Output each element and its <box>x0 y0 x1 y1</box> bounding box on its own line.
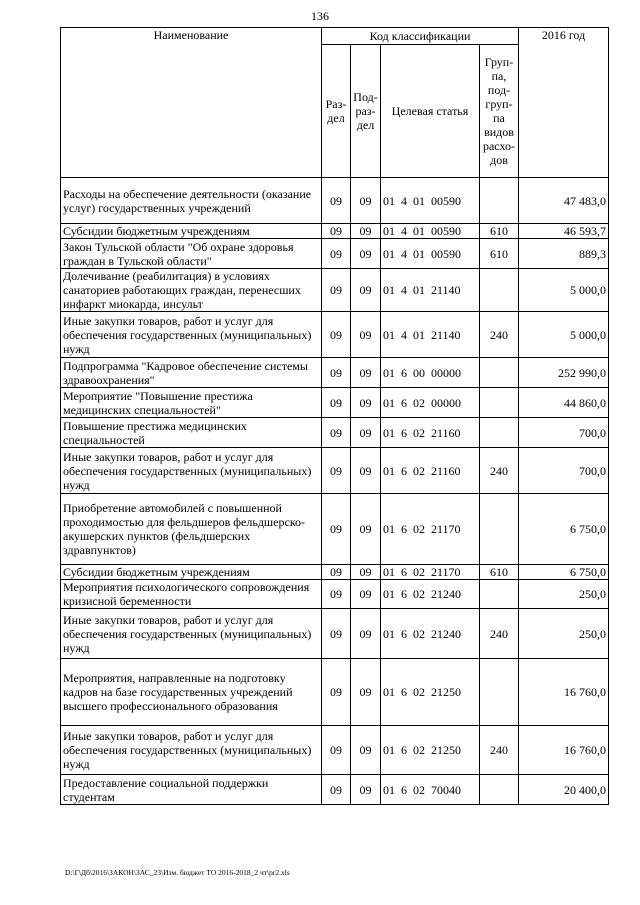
row-name: Приобретение автомобилей с повышенной проходимостью для фельдшеров фельдшерско-акушерских пунктов (фельдшерских здравпунктов) <box>61 494 322 565</box>
table-row <box>61 312 609 358</box>
row-target-article: 01 6 02 00000 <box>381 388 480 418</box>
row-expense-group <box>480 358 519 388</box>
row-subsection: 09 <box>351 448 381 494</box>
row-section: 09 <box>322 580 351 609</box>
row-subsection: 09 <box>351 775 381 805</box>
row-amount: 250,0 <box>519 609 609 659</box>
table-row <box>61 494 609 565</box>
row-expense-group: 240 <box>480 609 519 659</box>
row-expense-group: 240 <box>480 312 519 358</box>
row-amount: 16 760,0 <box>519 659 609 726</box>
row-subsection: 09 <box>351 565 381 580</box>
row-section: 09 <box>322 418 351 448</box>
row-name: Иные закупки товаров, работ и услуг для обеспечения государственных (муниципальных) нужд <box>61 726 322 775</box>
table-row <box>61 448 609 494</box>
table-row <box>61 726 609 775</box>
row-target-article: 01 4 01 00590 <box>381 178 480 224</box>
row-name: Подпрограмма "Кадровое обеспечение системы здравоохранения" <box>61 358 322 388</box>
table-row <box>61 388 609 418</box>
file-path-footer: D:\Г\Дб\2016\ЗАКОН\ЗАС_23\Изм. бюджет ТО 2016-2018_2 чт\pr2.xls <box>65 868 290 877</box>
row-expense-group <box>480 659 519 726</box>
header-expense-group: Груп- па, под- груп- па видов расхо- дов <box>480 45 519 178</box>
row-subsection: 09 <box>351 388 381 418</box>
row-amount: 44 860,0 <box>519 388 609 418</box>
row-amount: 252 990,0 <box>519 358 609 388</box>
row-subsection: 09 <box>351 609 381 659</box>
budget-table <box>60 27 609 805</box>
row-expense-group <box>480 494 519 565</box>
row-subsection: 09 <box>351 494 381 565</box>
row-name: Долечивание (реабилитация) в условиях санаториев работающих граждан, перенесших инфаркт миокарда, инсульт <box>61 269 322 312</box>
row-section: 09 <box>322 659 351 726</box>
row-subsection: 09 <box>351 659 381 726</box>
row-subsection: 09 <box>351 726 381 775</box>
row-expense-group <box>480 178 519 224</box>
row-name: Иные закупки товаров, работ и услуг для обеспечения государственных (муниципальных) нужд <box>61 312 322 358</box>
row-name: Закон Тульской области "Об охране здоровья граждан в Тульской области" <box>61 239 322 269</box>
row-name: Мероприятия, направленные на подготовку кадров на базе государственных учреждений высшего профессионального образования <box>61 659 322 726</box>
row-amount: 46 593,7 <box>519 224 609 239</box>
row-name: Субсидии бюджетным учреждениям <box>61 565 322 580</box>
row-amount: 47 483,0 <box>519 178 609 224</box>
row-target-article: 01 4 01 21140 <box>381 269 480 312</box>
row-target-article: 01 6 00 00000 <box>381 358 480 388</box>
header-name: Наименование <box>61 28 322 178</box>
row-subsection: 09 <box>351 312 381 358</box>
row-expense-group: 610 <box>480 224 519 239</box>
row-subsection: 09 <box>351 269 381 312</box>
table-row <box>61 565 609 580</box>
table-row <box>61 269 609 312</box>
row-expense-group: 240 <box>480 726 519 775</box>
row-target-article: 01 6 02 21160 <box>381 418 480 448</box>
row-target-article: 01 6 02 21240 <box>381 609 480 659</box>
table-row <box>61 224 609 239</box>
row-amount: 5 000,0 <box>519 269 609 312</box>
row-subsection: 09 <box>351 580 381 609</box>
table-row <box>61 609 609 659</box>
row-section: 09 <box>322 224 351 239</box>
row-name: Предоставление социальной поддержки студентам <box>61 775 322 805</box>
row-name: Иные закупки товаров, работ и услуг для обеспечения государственных (муниципальных) нужд <box>61 609 322 659</box>
row-target-article: 01 6 02 21170 <box>381 494 480 565</box>
page-number: 136 <box>311 9 329 23</box>
row-expense-group <box>480 775 519 805</box>
row-subsection: 09 <box>351 239 381 269</box>
row-section: 09 <box>322 358 351 388</box>
header-code: Код классификации <box>322 28 519 45</box>
row-section: 09 <box>322 775 351 805</box>
table-row <box>61 775 609 805</box>
header-row-top <box>61 28 609 45</box>
table-row <box>61 580 609 609</box>
row-amount: 16 760,0 <box>519 726 609 775</box>
row-expense-group <box>480 580 519 609</box>
row-section: 09 <box>322 269 351 312</box>
row-section: 09 <box>322 388 351 418</box>
row-amount: 6 750,0 <box>519 494 609 565</box>
row-section: 09 <box>322 726 351 775</box>
row-amount: 889,3 <box>519 239 609 269</box>
row-name: Повышение престижа медицинских специальностей <box>61 418 322 448</box>
row-subsection: 09 <box>351 224 381 239</box>
header-year: 2016 год <box>519 28 609 178</box>
row-section: 09 <box>322 178 351 224</box>
row-target-article: 01 4 01 00590 <box>381 239 480 269</box>
row-section: 09 <box>322 494 351 565</box>
header-target-article: Целевая статья <box>381 45 480 178</box>
row-target-article: 01 6 02 70040 <box>381 775 480 805</box>
row-expense-group: 610 <box>480 239 519 269</box>
table-row <box>61 659 609 726</box>
header-subsection: Под- раз- дел <box>351 45 381 178</box>
row-section: 09 <box>322 312 351 358</box>
row-target-article: 01 6 02 21160 <box>381 448 480 494</box>
row-target-article: 01 6 02 21250 <box>381 659 480 726</box>
row-subsection: 09 <box>351 418 381 448</box>
row-target-article: 01 6 02 21170 <box>381 565 480 580</box>
row-name: Мероприятия психологического сопровождения кризисной беременности <box>61 580 322 609</box>
row-target-article: 01 6 02 21240 <box>381 580 480 609</box>
row-target-article: 01 4 01 00590 <box>381 224 480 239</box>
row-section: 09 <box>322 565 351 580</box>
row-name: Расходы на обеспечение деятельности (оказание услуг) государственных учреждений <box>61 178 322 224</box>
row-amount: 700,0 <box>519 418 609 448</box>
row-target-article: 01 4 01 21140 <box>381 312 480 358</box>
row-amount: 250,0 <box>519 580 609 609</box>
row-expense-group <box>480 269 519 312</box>
row-section: 09 <box>322 609 351 659</box>
table-row <box>61 418 609 448</box>
row-subsection: 09 <box>351 178 381 224</box>
row-section: 09 <box>322 448 351 494</box>
row-name: Мероприятие "Повышение престижа медицинских специальностей" <box>61 388 322 418</box>
row-expense-group: 610 <box>480 565 519 580</box>
row-expense-group <box>480 418 519 448</box>
row-amount: 20 400,0 <box>519 775 609 805</box>
row-expense-group <box>480 388 519 418</box>
row-section: 09 <box>322 239 351 269</box>
row-amount: 5 000,0 <box>519 312 609 358</box>
table-row <box>61 358 609 388</box>
table-row <box>61 239 609 269</box>
row-name: Иные закупки товаров, работ и услуг для обеспечения государственных (муниципальных) нужд <box>61 448 322 494</box>
header-section: Раз- дел <box>322 45 351 178</box>
row-target-article: 01 6 02 21250 <box>381 726 480 775</box>
row-amount: 6 750,0 <box>519 565 609 580</box>
row-name: Субсидии бюджетным учреждениям <box>61 224 322 239</box>
row-subsection: 09 <box>351 358 381 388</box>
row-amount: 700,0 <box>519 448 609 494</box>
row-expense-group: 240 <box>480 448 519 494</box>
table-row <box>61 178 609 224</box>
